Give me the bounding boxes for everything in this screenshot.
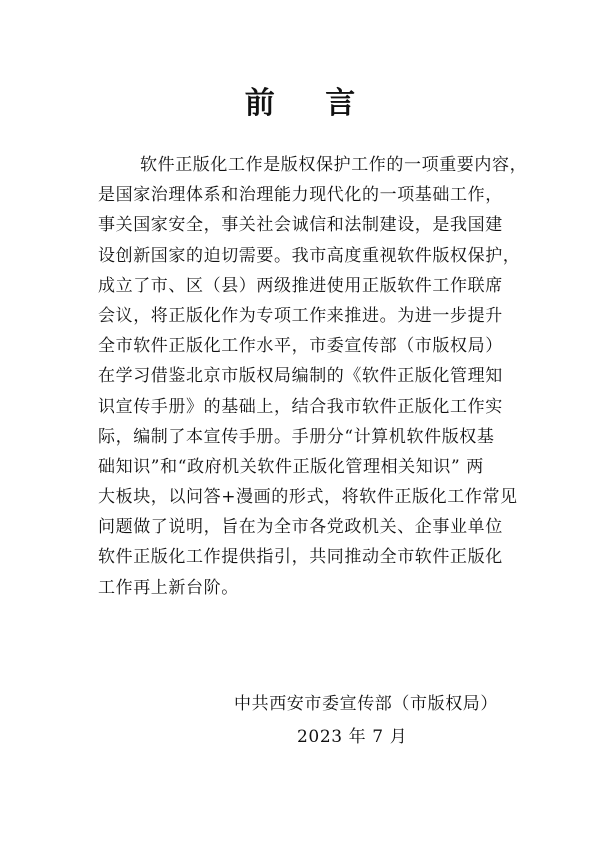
paragraph-line: 础知识”和“政府机关软件正版化管理相关知识” 两 <box>98 456 484 477</box>
paragraph-line: 工作再上新台阶。 <box>98 577 239 598</box>
paragraph-line: 软件正版化工作是版权保护工作的一项重要内容， <box>140 155 528 175</box>
paragraph-line: 会议，将正版化作为专项工作来推进。为进一步提升 <box>98 305 503 326</box>
signature-date: 2023 年 7 月 <box>297 727 408 747</box>
paragraph-line: 事关国家安全，事关社会诚信和法制建设，是我国建 <box>98 215 503 236</box>
paragraph-line: 大板块，以问答+漫画的形式，将软件正版化工作常见 <box>98 487 518 508</box>
paragraph-line: 成立了市、区（县）两级推进使用正版软件工作联席 <box>98 275 503 296</box>
paragraph-line: 在学习借鉴北京市版权局编制的《软件正版化管理知 <box>98 366 503 387</box>
paragraph-line: 软件正版化工作提供指引，共同推动全市软件正版化 <box>98 547 503 568</box>
paragraph-line: 是国家治理体系和治理能力现代化的一项基础工作， <box>98 185 503 206</box>
page-title: 前 言 <box>244 86 376 121</box>
paragraph-line: 设创新国家的迫切需要。我市高度重视软件版权保护， <box>98 245 521 266</box>
preface-paragraph <box>98 150 528 603</box>
signature-organization: 中共西安市委宣传部（市版权局） <box>234 694 498 714</box>
paragraph-line: 问题做了说明，旨在为全市各党政机关、企事业单位 <box>98 517 503 538</box>
paragraph-line: 际，编制了本宣传手册。手册分“计算机软件版权基 <box>98 426 495 447</box>
paragraph-line: 全市软件正版化工作水平，市委宣传部（市版权局） <box>98 336 503 357</box>
paragraph-line: 识宣传手册》的基础上，结合我市软件正版化工作实 <box>98 396 503 417</box>
